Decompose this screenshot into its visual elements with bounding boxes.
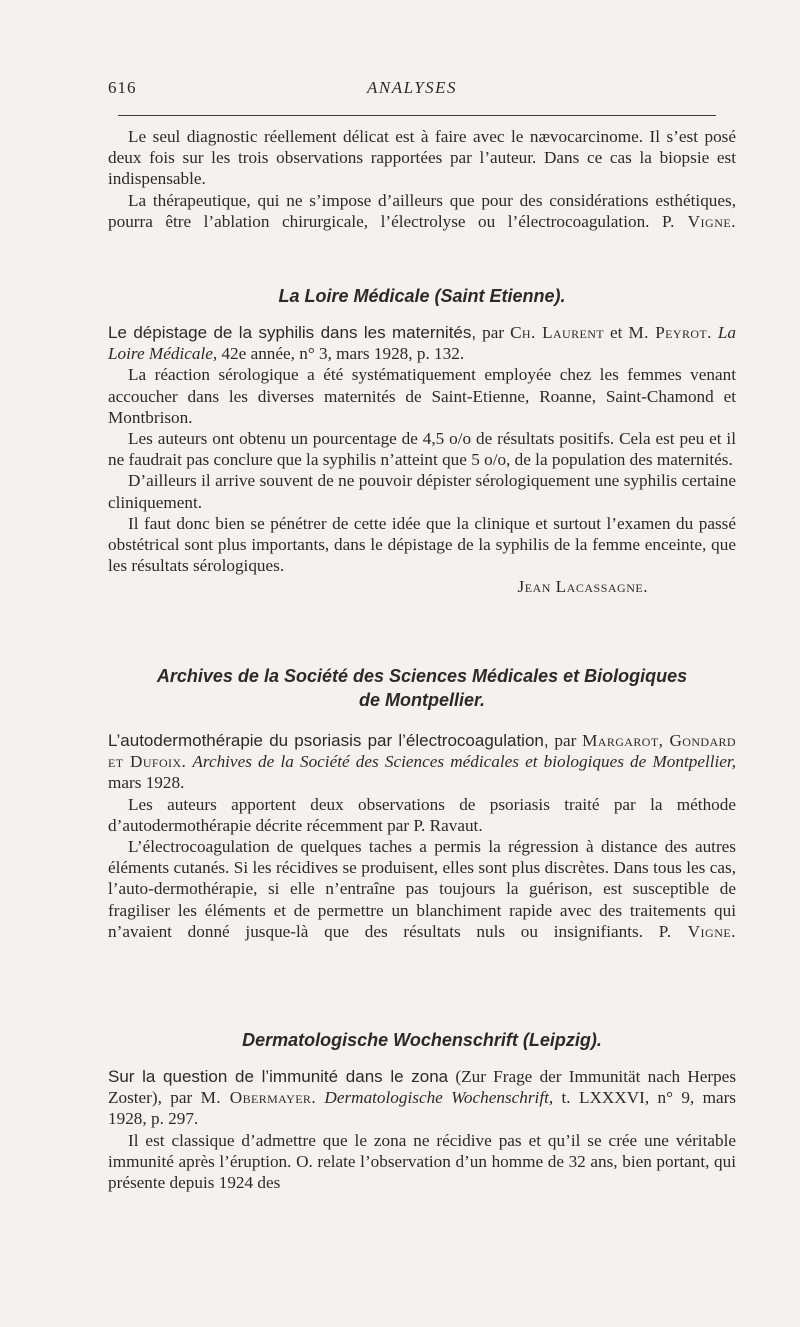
paragraph: Le seul diagnostic réellement délicat est à faire avec le nævocarcinome. Il s’est posé deux fois sur les trois observations rapportées par l’auteur. Dans ce cas la biopsie est indispensable.: [108, 127, 736, 189]
signature: P. Vigne.: [661, 211, 737, 231]
paragraph: Les auteurs apportent deux observations de psoriasis traité par la méthode d’autodermothérapie décrite récemment par P. Ravaut.: [108, 794, 736, 835]
journal-reference: La Loire Médicale,: [108, 323, 737, 364]
article-title: Le dépistage de la syphilis dans les maternités,: [108, 323, 477, 342]
article-2: [108, 730, 736, 942]
running-title: ANALYSES: [366, 78, 458, 97]
paragraph: D’ailleurs il arrive souvent de ne pouvoir dépister sérologiquement une syphilis certaine cliniquement.: [108, 471, 736, 512]
journal-title: La Loire Médicale (Saint Etienne).: [278, 286, 566, 306]
journal-title: Dermatologische Wochenschrift (Leipzig).: [242, 1030, 602, 1050]
article-heading: Le dépistage de la syphilis dans les maternités, par Ch. Laurent et M. Peyrot. La Loire Médicale, 42e année, n° 3, mars 1928, p. 132.: [108, 323, 737, 364]
journal-title-cont: de Montpellier.: [358, 690, 486, 710]
article-heading: Sur la question de l’immunité dans le zona (Zur Frage der Immunität nach Herpes Zoster), par M. Obermayer. Dermatologische Wochenschrift, t. LXXXVI, n° 9, mars 1928, p. 297.: [108, 1067, 737, 1129]
running-head: [108, 78, 716, 100]
article-title: L’autodermothérapie du psoriasis par l’électrocoagulation,: [108, 731, 549, 750]
journal-heading-2: [108, 664, 736, 712]
page-number: 616: [108, 78, 137, 97]
article-1: [108, 322, 736, 598]
author: M. Peyrot.: [628, 323, 712, 342]
author: M. Obermayer.: [200, 1088, 317, 1108]
article-title: Sur la question de l’immunité dans le zona: [108, 1067, 449, 1086]
paragraph: La réaction sérologique a été systématiquement employée chez les femmes venant accoucher dans les diverses maternités de Saint-Etienne, Roanne, Saint-Chamond et Montbrison.: [108, 365, 736, 427]
authors: Margarot, Gondard et Dufoix.: [108, 731, 736, 772]
author: Ch. Laurent: [510, 323, 605, 342]
signature: P. Vigne.: [658, 921, 736, 941]
journal-title: Archives de la Société des Sciences Médicales et Biologiques: [156, 666, 688, 686]
journal-heading-1: [108, 284, 736, 308]
paragraph: Il est classique d’admettre que le zona ne récidive pas et qu’il se crée une véritable immunité après l’éruption. O. relate l’observation d’un homme de 32 ans, bien portant, qui présente depuis 1924 des: [108, 1130, 736, 1193]
citation: 42e année, n° 3, mars 1928, p. 132.: [217, 344, 465, 364]
signature-line: [108, 576, 736, 597]
signature: Jean Lacassagne.: [517, 577, 648, 597]
article-heading: L’autodermothérapie du psoriasis par l’électrocoagulation, par Margarot, Gondard et Dufoix. Archives de la Société des Sciences médicales et biologiques de Montpellier, mars 1928.: [108, 731, 736, 793]
article-3: [108, 1066, 736, 1193]
paragraph: L’électrocoagulation de quelques taches a permis la régression à distance des autres éléments cutanés. Si les récidives se produisent, elles sont plus discrètes. Dans tous les cas, l’auto-dermothérapie, si elle n’entraîne pas toujours la guérison, est susceptible de fragiliser les éléments et de permettre un blanchiment rapide avec des traitements qui n’avaient donné jusque-là que des résultats nuls ou insignifiants. P. Vigne.: [108, 837, 736, 941]
section-continued: [108, 126, 736, 232]
journal-heading-3: [108, 1028, 736, 1052]
paragraph: Les auteurs ont obtenu un pourcentage de 4,5 o/o de résultats positifs. Cela est peu et il ne faudrait pas conclure que la syphilis n’atteint que 5 o/o, de la population des maternités.: [108, 429, 736, 470]
journal-reference: Dermatologische Wochenschrift,: [324, 1088, 554, 1108]
paragraph: Il faut donc bien se pénétrer de cette idée que la clinique et surtout l’examen du passé obstétrical sont plus importants, dans le dépistage de la syphilis de la femme enceinte, que les résultats sérologiques.: [108, 513, 736, 576]
header-rule: [118, 115, 716, 116]
citation: t. LXXXVI, n° 9, mars 1928, p. 297.: [108, 1088, 737, 1129]
citation: mars 1928.: [108, 773, 185, 793]
paragraph: La thérapeutique, qui ne s’impose d’ailleurs que pour des considérations esthétiques, pourra être l’ablation chirurgicale, l’électrolyse ou l’électrocoagulation. P. Vigne.: [108, 190, 737, 231]
journal-reference: Archives de la Société des Sciences médicales et biologiques de Montpellier,: [192, 752, 736, 772]
